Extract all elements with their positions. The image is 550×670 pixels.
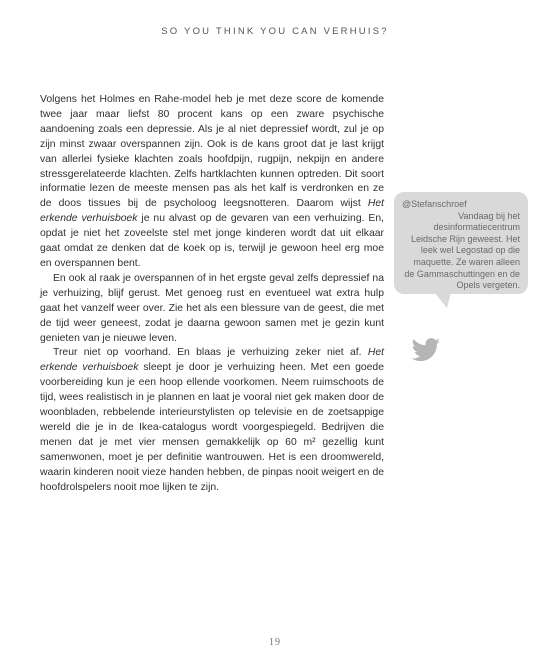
paragraph-3-text-a: Treur niet op voorhand. En blaas je verhuizing zeker niet af. [53,347,368,359]
paragraph-2 [40,272,384,347]
paragraph-1-text-a: Volgens het Holmes en Rahe-model heb je met deze score de komende twee jaar maar liefst 80 procent kans op een zware psychische aandoening zoals een depressie. Als je al niet depressief wordt, zul je op zijn minst zwaar overspannen zijn. Ook is de kans groot dat je last krijgt van allerlei fysieke klachten zoals hoofdpijn, rugpijn, nekpijn en andere stressgerelateerde klachten. Zelfs hartklachten kunnen optreden. Dit soort informatie lezen de meeste mensen pas als het kalf is verdronken en ze de doos tissues bij de psycholoog leegsnotteren. Daarom wijst [40,94,384,210]
running-head: SO YOU THINK YOU CAN VERHUIS? [161,26,389,37]
book-title-italic: Het erkende verhuisboek [40,198,384,225]
body-text [40,93,384,495]
paragraph-1 [40,93,384,272]
tweet-text: Vandaag bij het desinformatiecentrum Leidsche Rijn geweest. Het leek wel Legostad op die maquette. Ze waren alleen de Gammaschuttingen en de Opels vergeten. [404,210,520,291]
tweet-handle: @Stefanschroef [402,199,467,209]
paragraph-3-text-b: sleept je door je verhuizing heen. Met een goede voorbereiding kun je een hoop ellende voorkomen. Neem ruimschoots de tijd, wees realistisch in je plannen en laat je vooral niet gek maken door de woonbladen, rebbelende interieurstylisten op televisie en de zoetsappige wereld die je in de Ikea-catalogus wordt voorgespiegeld. Bedrijven die menen dat je met vier mensen gemakkelijk op 60 m² gezellig kunt samenwonen, moet je per definitie wantrouwen. Het is een droomwereld, waarin kinderen nooit vieze handen hebben, de pinpas nooit weigert en de hoofdrolspelers nooit moe lijken te zijn. [40,362,384,493]
tweet-bubble-tail [434,292,457,308]
page-number: 19 [269,637,281,648]
tweet-bubble [394,192,528,294]
book-title-italic: Het erkende verhuisboek [40,347,384,374]
paragraph-1-text-b: je nu alvast op de gevaren van een verhuizing. En, opdat je niet het zoveelste stel met jonge kinderen wordt dat uit elkaar gaat omdat ze denken dat de koek op is, terwijl je gewoon heel erg moe en overspannen bent. [40,213,384,269]
paragraph-3 [40,346,384,495]
paragraph-2-text: En ook al raak je overspannen of in het ergste geval zelfs depressief na je verhuizing, blijf gerust. Met genoeg rust en eventueel wat extra hulp gaat het vanzelf weer over. Zie het als een blessure van de geest, die met de tijd weer geneest, zodat je daarna gewoon samen met je gezin kunt genieten van je nieuwe leven. [40,272,384,344]
twitter-bird-icon [409,338,443,362]
